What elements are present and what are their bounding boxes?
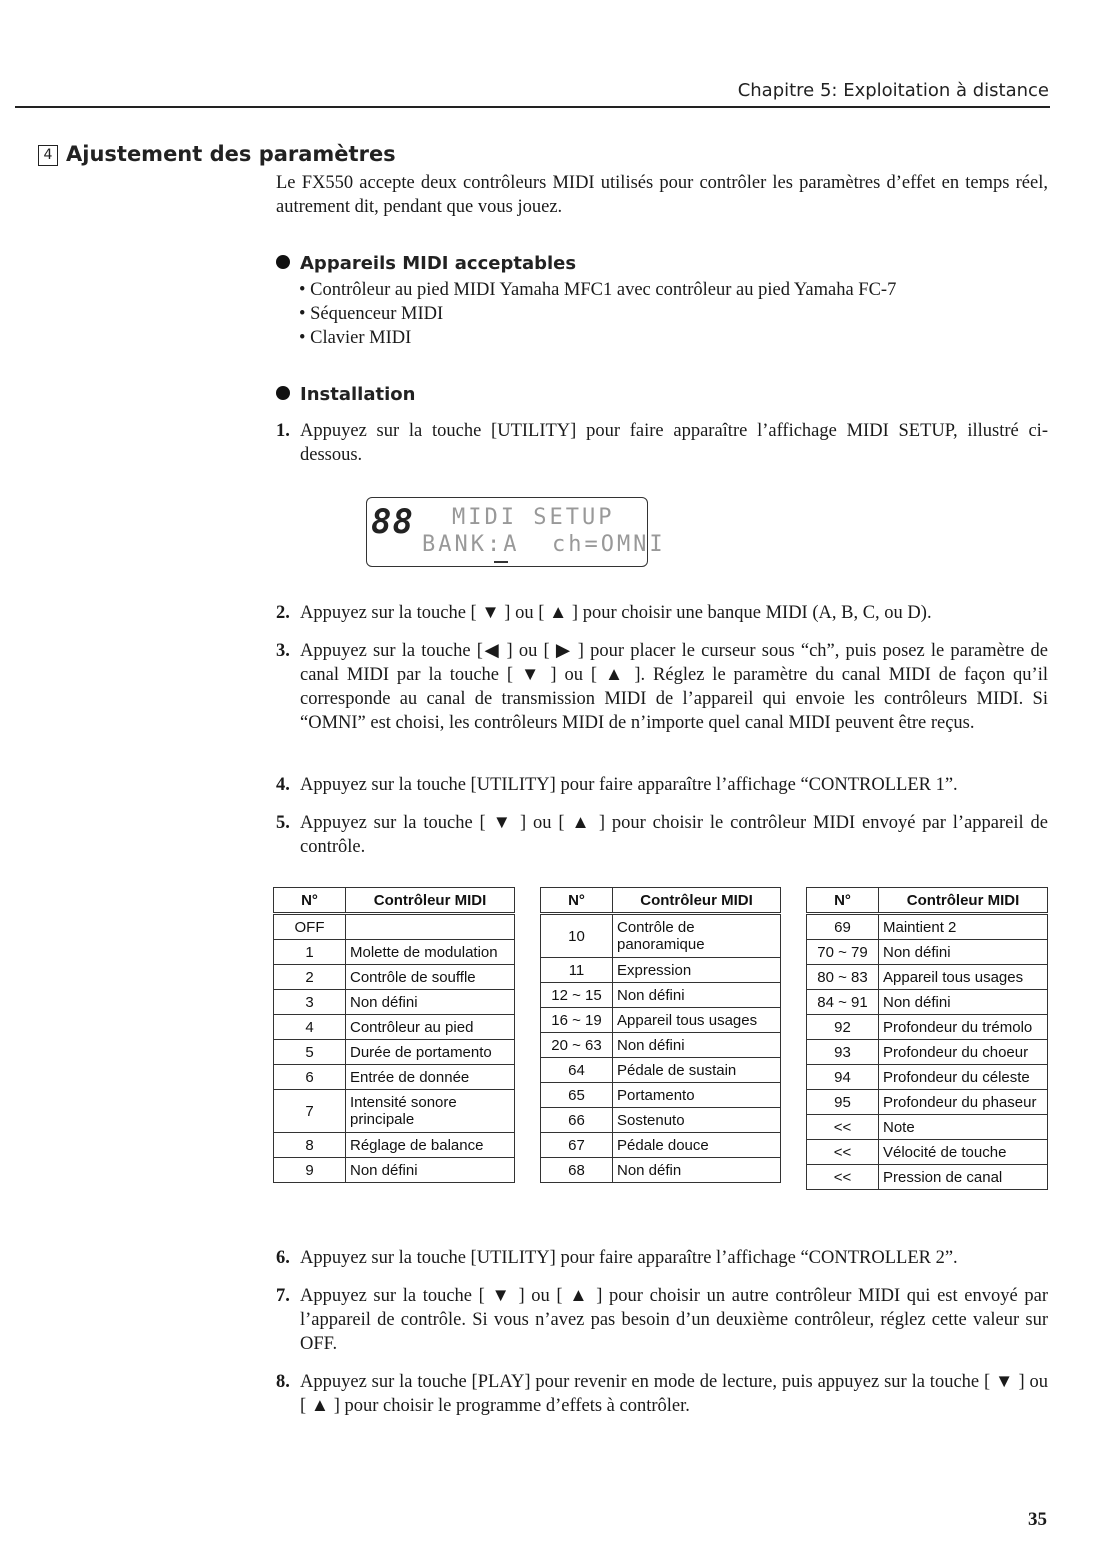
lcd-cursor	[494, 561, 508, 563]
devices-heading	[276, 253, 576, 274]
table-row	[541, 1108, 781, 1133]
table-row	[541, 1158, 781, 1183]
cell-no: 4	[274, 1015, 346, 1040]
step-number: 7.	[276, 1286, 290, 1306]
table-header-no: N°	[274, 888, 346, 914]
cell-controller: Entrée de donnée	[346, 1065, 515, 1090]
step-number: 8.	[276, 1372, 290, 1392]
step-number: 3.	[276, 641, 290, 661]
table-row	[541, 1133, 781, 1158]
cell-no: 66	[541, 1108, 613, 1133]
cell-controller: Contrôle de panoramique	[613, 914, 781, 958]
page-number: 35	[1028, 1509, 1047, 1530]
table-row	[274, 990, 515, 1015]
table-row	[807, 1015, 1048, 1040]
cell-no: 16 ~ 19	[541, 1008, 613, 1033]
cell-controller: Molette de modulation	[346, 940, 515, 965]
table-header-controller: Contrôleur MIDI	[879, 888, 1048, 914]
cell-controller: Réglage de balance	[346, 1133, 515, 1158]
table-header-controller: Contrôleur MIDI	[613, 888, 781, 914]
step-number: 1.	[276, 421, 290, 441]
cell-no: 10	[541, 914, 613, 958]
cell-controller: Non défini	[346, 1158, 515, 1183]
table-row	[541, 1083, 781, 1108]
cell-no: 80 ~ 83	[807, 965, 879, 990]
cell-controller: Profondeur du trémolo	[879, 1015, 1048, 1040]
cell-controller: Non défin	[613, 1158, 781, 1183]
table-row	[274, 940, 515, 965]
step-number: 4.	[276, 775, 290, 795]
cell-no: 20 ~ 63	[541, 1033, 613, 1058]
cell-controller: Vélocité de touche	[879, 1140, 1048, 1165]
cell-no: 65	[541, 1083, 613, 1108]
table-row	[274, 1158, 515, 1183]
cell-controller: Profondeur du céleste	[879, 1065, 1048, 1090]
table-row	[274, 1090, 515, 1133]
lcd-line-1: MIDI SETUP	[452, 505, 615, 530]
step-text: Appuyez sur la touche [ ▼ ] ou [ ▲ ] pour choisir une banque MIDI (A, B, C, ou D).	[300, 603, 932, 623]
cell-no: 2	[274, 965, 346, 990]
cell-controller: Portamento	[613, 1083, 781, 1108]
cell-no: 6	[274, 1065, 346, 1090]
midi-table-1	[273, 887, 515, 1183]
table-row	[807, 940, 1048, 965]
cell-no: 84 ~ 91	[807, 990, 879, 1015]
table-header-controller: Contrôleur MIDI	[346, 888, 515, 914]
step-text: Appuyez sur la touche [◀ ] ou [ ▶ ] pour placer le curseur sous “ch”, puis posez le paramètre de canal MIDI par la touche [ ▼ ] ou [ ▲ ]. Réglez le paramètre du canal MIDI de façon qu’il corresponde au canal de transmission MIDI de l’appareil qui envoie les contrôleurs MIDI. Si “OMNI” est choisi, les contrôleurs MIDI de n’importe quel canal MIDI peuvent être reçus.	[300, 641, 1048, 733]
table-row	[807, 1165, 1048, 1190]
cell-controller: Contrôleur au pied	[346, 1015, 515, 1040]
cell-no: 95	[807, 1090, 879, 1115]
cell-controller: Profondeur du choeur	[879, 1040, 1048, 1065]
step-text: Appuyez sur la touche [ ▼ ] ou [ ▲ ] pour choisir le contrôleur MIDI envoyé par l’appareil de contrôle.	[300, 813, 1048, 857]
step-text: Appuyez sur la touche [UTILITY] pour faire apparaître l’affichage “CONTROLLER 1”.	[300, 775, 958, 795]
table-row	[807, 914, 1048, 940]
lcd-digits: 88	[371, 502, 414, 542]
cell-controller: Non défini	[879, 940, 1048, 965]
cell-controller: Note	[879, 1115, 1048, 1140]
lcd-line-2: BANK:A ch=OMNI	[422, 532, 666, 557]
cell-no: 3	[274, 990, 346, 1015]
table-row	[274, 914, 515, 940]
header-rule	[15, 106, 1050, 108]
cell-controller: Non défini	[613, 1033, 781, 1058]
step-1	[276, 419, 1048, 467]
midi-table-3	[806, 887, 1048, 1190]
table-row	[807, 965, 1048, 990]
table-row	[807, 1040, 1048, 1065]
cell-no: <<	[807, 1140, 879, 1165]
list-item: • Contrôleur au pied MIDI Yamaha MFC1 avec contrôleur au pied Yamaha FC-7	[299, 280, 897, 300]
cell-no: 92	[807, 1015, 879, 1040]
cell-controller: Durée de portamento	[346, 1040, 515, 1065]
intro-paragraph: Le FX550 accepte deux contrôleurs MIDI utilisés pour contrôler les paramètres d’effet en temps réel, autrement dit, pendant que vous jouez.	[276, 173, 1048, 217]
step-3	[276, 639, 1048, 735]
table-row	[541, 1033, 781, 1058]
step-6	[276, 1246, 1048, 1270]
table-row	[541, 1058, 781, 1083]
cell-controller: Appareil tous usages	[613, 1008, 781, 1033]
table-row	[274, 1015, 515, 1040]
cell-no: 5	[274, 1040, 346, 1065]
cell-controller	[346, 914, 515, 940]
step-text: Appuyez sur la touche [PLAY] pour revenir en mode de lecture, puis appuyez sur la touche [ ▼ ] ou [ ▲ ] pour choisir le programme d’effets à contrôler.	[300, 1372, 1048, 1416]
table-row	[274, 1065, 515, 1090]
devices-heading-text: Appareils MIDI acceptables	[300, 253, 577, 274]
table-row	[807, 1115, 1048, 1140]
table-row	[541, 1008, 781, 1033]
cell-controller: Intensité sonore principale	[346, 1090, 515, 1133]
cell-no: 11	[541, 958, 613, 983]
table-header-no: N°	[541, 888, 613, 914]
installation-heading-text: Installation	[300, 384, 416, 405]
table-row	[807, 1090, 1048, 1115]
table-row	[541, 983, 781, 1008]
cell-controller: Non défini	[879, 990, 1048, 1015]
step-4	[276, 773, 1048, 797]
step-7	[276, 1284, 1048, 1356]
table-row	[274, 965, 515, 990]
bullet-icon	[276, 386, 290, 400]
cell-no: 64	[541, 1058, 613, 1083]
cell-controller: Profondeur du phaseur	[879, 1090, 1048, 1115]
cell-no: OFF	[274, 914, 346, 940]
step-number: 6.	[276, 1248, 290, 1268]
table-row	[807, 990, 1048, 1015]
installation-heading	[276, 384, 415, 405]
step-number: 5.	[276, 813, 290, 833]
cell-no: 7	[274, 1090, 346, 1133]
table-row	[541, 914, 781, 958]
step-8	[276, 1370, 1048, 1418]
step-text: Appuyez sur la touche [ ▼ ] ou [ ▲ ] pour choisir un autre contrôleur MIDI qui est envoyé par l’appareil de contrôle. Si vous n’avez pas besoin d’un deuxième contrôleur, réglez cette valeur sur OFF.	[300, 1286, 1048, 1354]
step-2	[276, 601, 1048, 625]
cell-controller: Pression de canal	[879, 1165, 1048, 1190]
cell-controller: Expression	[613, 958, 781, 983]
section-title-text: Ajustement des paramètres	[66, 142, 396, 166]
cell-no: 69	[807, 914, 879, 940]
cell-no: 67	[541, 1133, 613, 1158]
list-item: • Clavier MIDI	[299, 328, 412, 348]
bullet-icon	[276, 255, 290, 269]
section-title	[38, 142, 396, 166]
list-item: • Séquenceur MIDI	[299, 304, 444, 324]
cell-no: 9	[274, 1158, 346, 1183]
cell-controller: Non défini	[613, 983, 781, 1008]
cell-no: 94	[807, 1065, 879, 1090]
cell-controller: Non défini	[346, 990, 515, 1015]
cell-no: 68	[541, 1158, 613, 1183]
table-row	[807, 1065, 1048, 1090]
cell-no: 12 ~ 15	[541, 983, 613, 1008]
cell-controller: Pédale douce	[613, 1133, 781, 1158]
cell-controller: Contrôle de souffle	[346, 965, 515, 990]
table-row	[274, 1040, 515, 1065]
step-number: 2.	[276, 603, 290, 623]
table-row	[274, 1133, 515, 1158]
cell-controller: Maintient 2	[879, 914, 1048, 940]
cell-no: 8	[274, 1133, 346, 1158]
step-5	[276, 811, 1048, 859]
cell-no: <<	[807, 1165, 879, 1190]
chapter-header: Chapitre 5: Exploitation à distance	[737, 80, 1049, 101]
cell-no: <<	[807, 1115, 879, 1140]
cell-no: 1	[274, 940, 346, 965]
step-text: Appuyez sur la touche [UTILITY] pour faire apparaître l’affichage MIDI SETUP, illustré ci-dessous.	[300, 421, 1048, 465]
step-text: Appuyez sur la touche [UTILITY] pour faire apparaître l’affichage “CONTROLLER 2”.	[300, 1248, 958, 1268]
cell-controller: Pédale de sustain	[613, 1058, 781, 1083]
table-row	[807, 1140, 1048, 1165]
cell-controller: Sostenuto	[613, 1108, 781, 1133]
table-header-no: N°	[807, 888, 879, 914]
table-row	[541, 958, 781, 983]
cell-no: 93	[807, 1040, 879, 1065]
cell-controller: Appareil tous usages	[879, 965, 1048, 990]
section-number: 4	[38, 145, 58, 166]
cell-no: 70 ~ 79	[807, 940, 879, 965]
midi-table-2	[540, 887, 781, 1183]
